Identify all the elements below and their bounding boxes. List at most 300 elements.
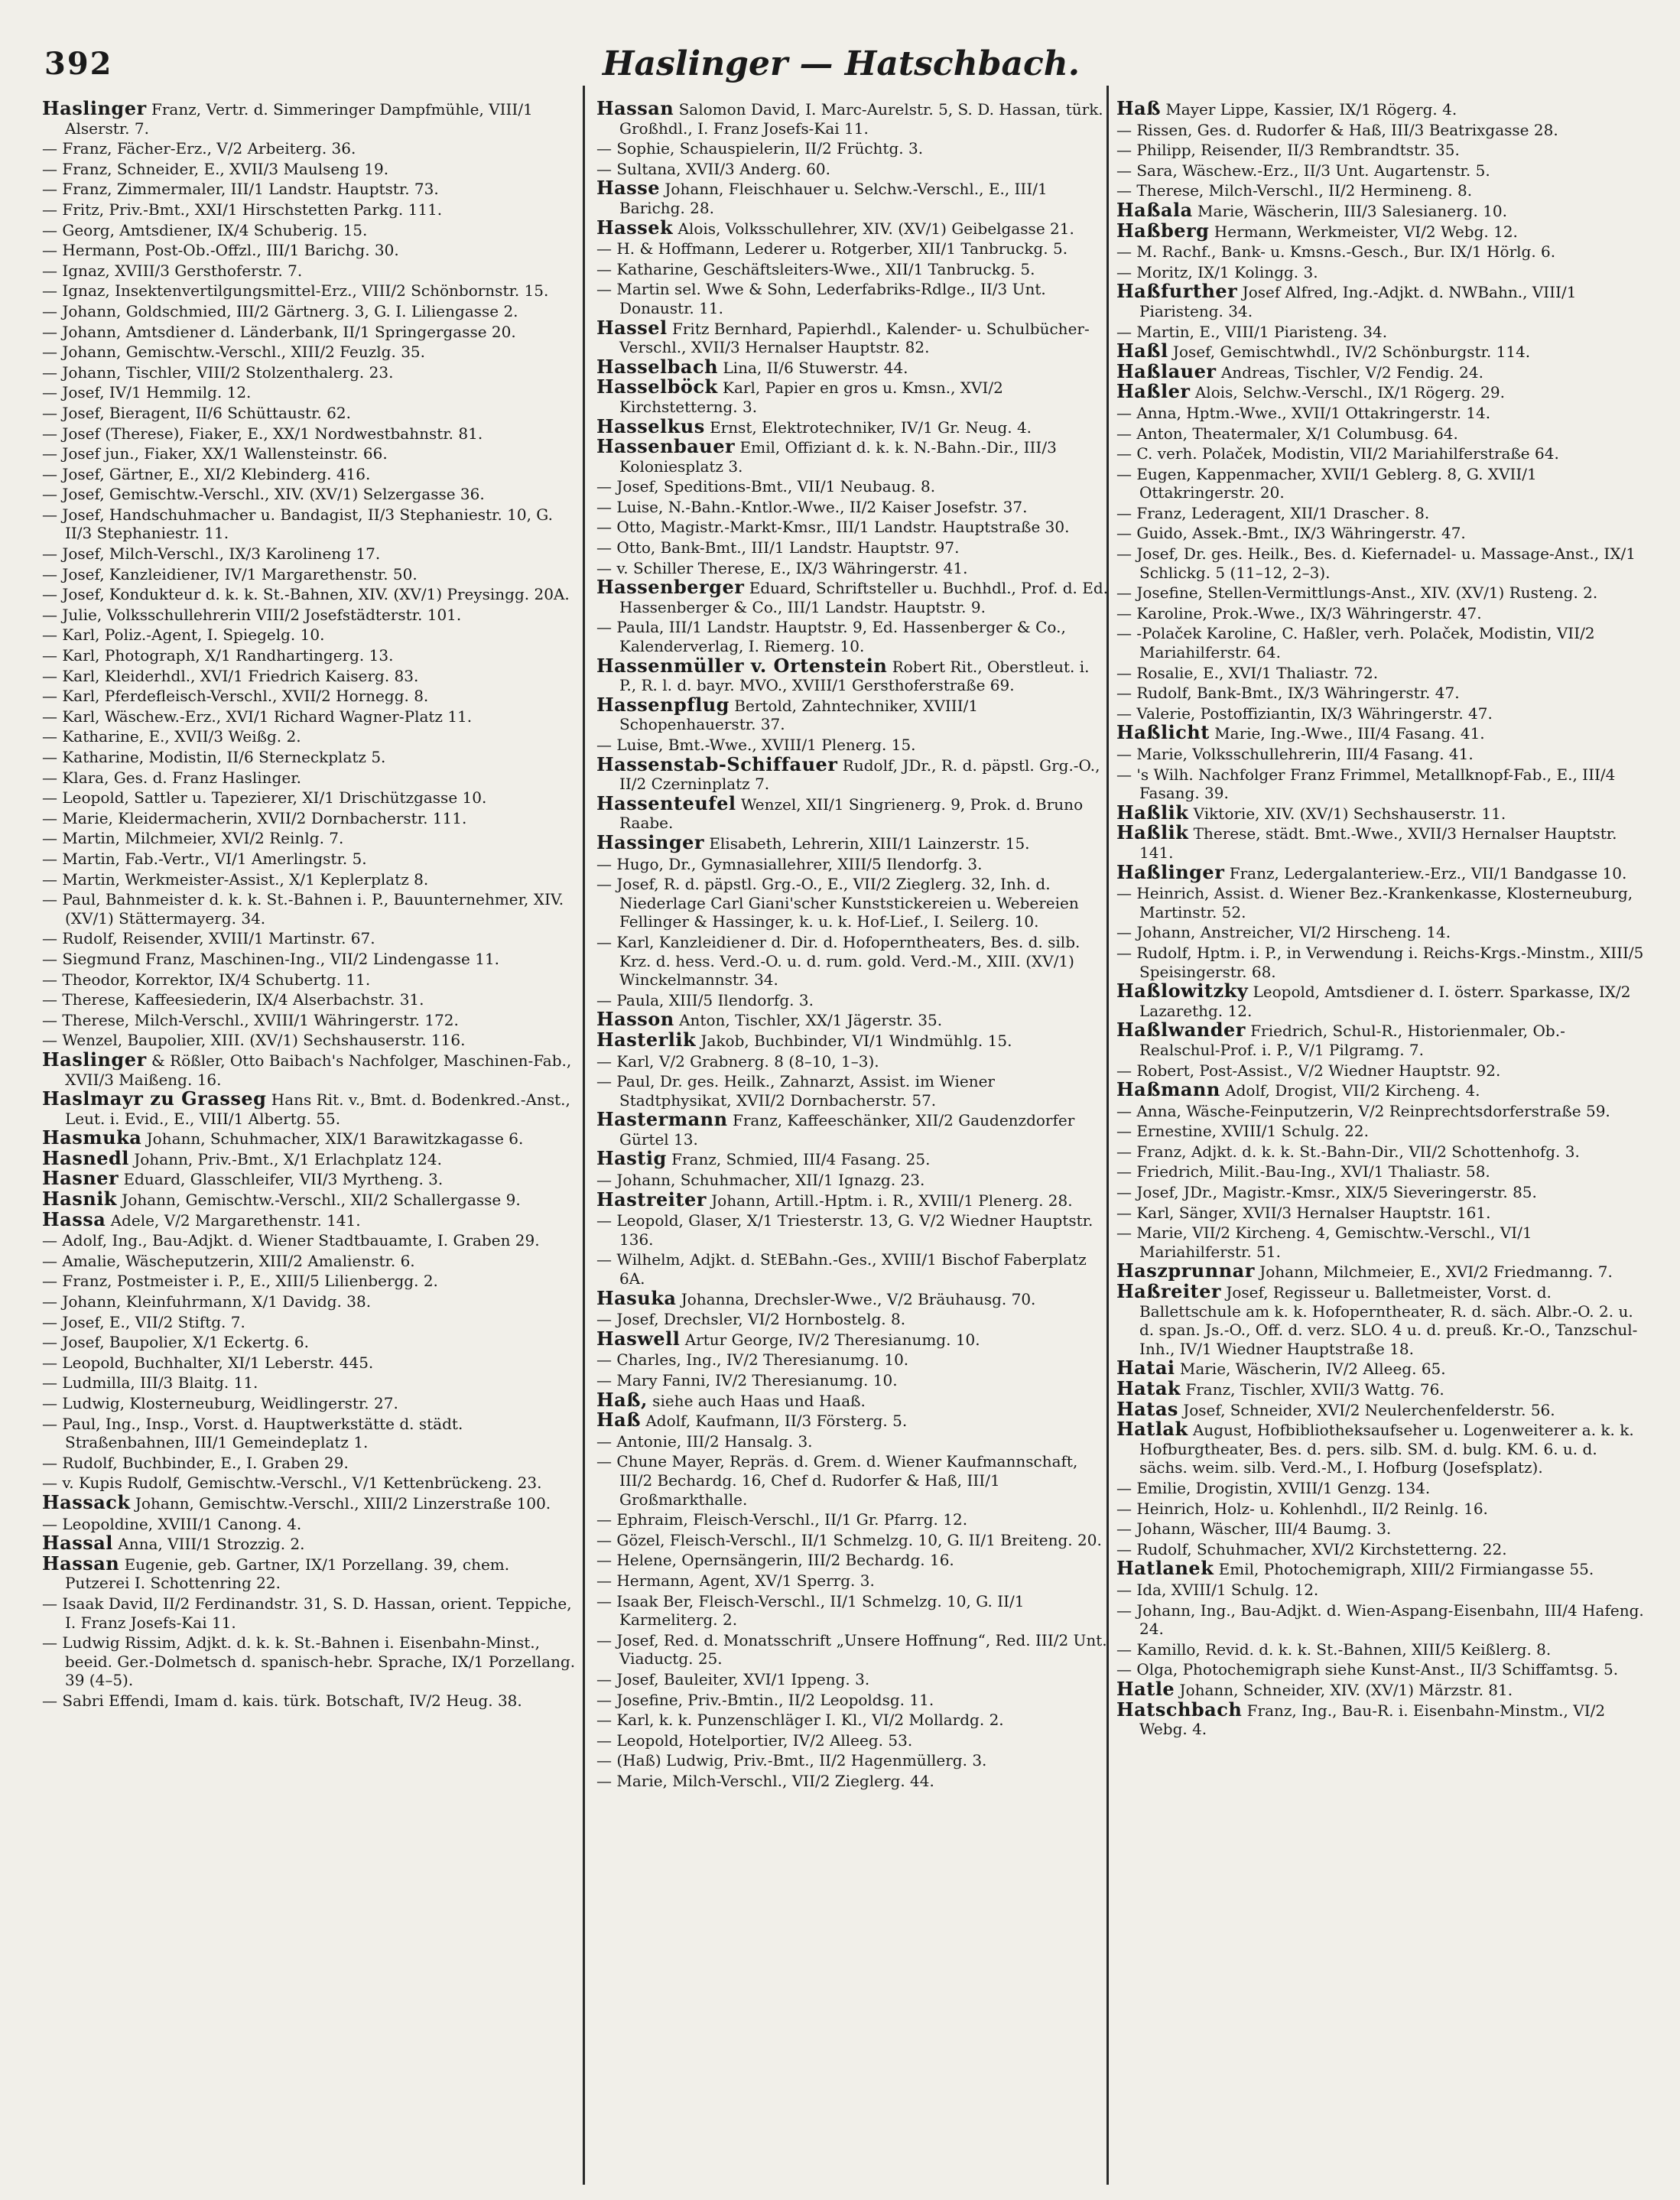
directory-entry: [1116, 1282, 1644, 1358]
entry-details: — Josef, Gärtner, E., XI/2 Klebinderg. 416.: [42, 464, 371, 483]
entry-details: — Robert, Post-Assist., V/2 Wiedner Hauptstr. 92.: [1116, 1061, 1501, 1080]
entry-details: — Klara, Ges. d. Franz Haslinger.: [42, 768, 301, 787]
directory-entry: [1116, 424, 1644, 444]
directory-entry: [596, 1550, 1109, 1570]
directory-entry: [1116, 821, 1644, 862]
entry-details: — Isaak David, II/2 Ferdinandstr. 31, S. D. Hassan, orient. Teppiche, I. Franz Josefs-Kai 11.: [42, 1594, 572, 1632]
column-2: [596, 99, 1109, 1791]
entry-details: — Isaak Ber, Fleisch-Verschl., II/1 Schmelzg. 10, G. II/1 Karmeliterg. 2.: [596, 1591, 1025, 1630]
entry-details: — Johann, Ing., Bau-Adjkt. d. Wien-Aspang-Eisenbahn, III/4 Hafeng. 24.: [1116, 1600, 1644, 1639]
directory-entry: [596, 1010, 1109, 1030]
directory-entry: [596, 617, 1109, 655]
entry-surname: Hasnedl: [42, 1146, 129, 1169]
directory-entry: [42, 564, 577, 584]
directory-entry: [1116, 1142, 1644, 1162]
directory-entry: [1116, 342, 1644, 362]
entry-details: — Helene, Opernsängerin, III/2 Bechardg. 16.: [596, 1551, 954, 1570]
directory-entry: [42, 970, 577, 990]
entry-details: — Josef, Kondukteur d. k. k. St.-Bahnen, XIV. (XV/1) Preysingg. 20A.: [42, 585, 570, 604]
entry-surname: Hassek: [596, 216, 674, 239]
directory-entry: [42, 1414, 577, 1452]
directory-entry: [596, 654, 1109, 695]
entry-details: — Josef, Drechsler, VI/2 Hornbostelg. 8.: [596, 1310, 906, 1329]
entry-surname: Haßler: [1116, 380, 1191, 403]
directory-entry: [42, 544, 577, 564]
directory-entry: [42, 220, 577, 240]
directory-entry: [596, 355, 1109, 378]
entry-details: — Franz, Zimmermaler, III/1 Landstr. Hauptstr. 73.: [42, 180, 439, 199]
entry-details: — Wenzel, Baupolier, XIII. (XV/1) Sechshauserstr. 116.: [42, 1031, 466, 1050]
directory-entry: [1116, 1519, 1644, 1539]
entry-details: — Karl, V/2 Grabnerg. 8 (8–10, 1–3).: [596, 1051, 879, 1071]
entry-details: Karl, Papier en gros u. Kmsn., XVI/2 Kirchstetterng. 3.: [619, 379, 1003, 416]
directory-entry: [596, 1051, 1109, 1071]
entry-details: — Anton, Theatermaler, X/1 Columbusg. 64.: [1116, 424, 1458, 443]
entry-details: — Olga, Photochemigraph siehe Kunst-Anst., II/3 Schiffamtsg. 5.: [1116, 1660, 1619, 1679]
entry-details: Franz, Ing., Bau-R. i. Eisenbahn-Minstm., VI/2 Webg. 4.: [1139, 1701, 1606, 1739]
entry-details: — Franz, Adjkt. d. k. k. St.-Bahn-Dir., VII/2 Schottenhofg. 3.: [1116, 1142, 1580, 1161]
directory-entry: [596, 138, 1109, 158]
directory-entry: [596, 179, 1109, 217]
directory-entry: [596, 578, 1109, 616]
running-head: Haslinger — Hatschbach.: [602, 44, 1080, 83]
entry-surname: Hassenpflug: [596, 693, 730, 716]
entry-details: — Anna, Hptm.-Wwe., XVII/1 Ottakringerstr. 14.: [1116, 403, 1491, 422]
directory-entry: [596, 1071, 1109, 1110]
entry-surname: Haslinger: [42, 97, 147, 119]
directory-entry: [596, 316, 1109, 357]
entry-surname: Hasuka: [596, 1286, 677, 1309]
entry-details: — Franz, Schneider, E., XVII/3 Maulseng 19.: [42, 159, 389, 178]
entry-details: — Josef, R. d. päpstl. Grg.-O., E., VII/2 Zieglerg. 32, Inh. d. Niederlage Carl Giani'scher Kunststickereien u. Webereien Fellinger & Hassinger, k. u. k. Hof-Lief., I. Seilerg. 10.: [596, 875, 1079, 931]
entry-surname: Hatak: [1116, 1377, 1181, 1399]
directory-entry: [1116, 1078, 1644, 1101]
directory-entry: [1116, 282, 1644, 320]
entry-details: — Amalie, Wäscheputzerin, XIII/2 Amalienstr. 6.: [42, 1251, 415, 1270]
entry-details: Franz, Tischler, XVII/3 Wattg. 76.: [1181, 1380, 1444, 1399]
entry-surname: Haßlinger: [1116, 860, 1225, 883]
directory-entry: [596, 854, 1109, 874]
directory-entry: [42, 240, 577, 260]
directory-entry: [42, 625, 577, 645]
entry-details: — Johann, Gemischtw.-Verschl., XIII/2 Feuzlg. 35.: [42, 343, 425, 362]
entry-surname: Hatlak: [1116, 1418, 1188, 1441]
entry-details: Josef Alfred, Ing.-Adjkt. d. NWBahn., VIII/1 Piaristeng. 34.: [1139, 283, 1577, 320]
directory-entry: [42, 382, 577, 402]
entry-details: — Georg, Amtsdiener, IX/4 Schuberig. 15.: [42, 220, 368, 239]
directory-entry: [42, 645, 577, 665]
entry-details: — Katharine, Geschäftsleiters-Wwe., XII/1 Tanbruckg. 5.: [596, 259, 1035, 278]
entry-surname: Hastermann: [596, 1108, 728, 1131]
entry-details: Rudolf, JDr., R. d. päpstl. Grg.-O., II/2 Czerninplatz 7.: [619, 756, 1100, 794]
directory-entry: [1116, 1101, 1644, 1121]
entry-details: Jakob, Buchbinder, VI/1 Windmühlg. 15.: [696, 1031, 1012, 1050]
directory-entry: [1116, 1420, 1644, 1477]
entry-details: — Karl, Kleiderhdl., XVI/1 Friedrich Kaiserg. 83.: [42, 666, 419, 685]
entry-details: — Karoline, Prok.-Wwe., IX/3 Währingerstr. 47.: [1116, 603, 1482, 622]
directory-entry: [42, 726, 577, 746]
entry-details: — -Polaček Karoline, C. Haßler, verh. Polaček, Modistin, VII/2 Mariahilferstr. 64.: [1116, 624, 1595, 662]
directory-entry: [42, 869, 577, 889]
entry-details: & Rößler, Otto Baibach's Nachfolger, Maschinen-Fab., XVII/3 Maißeng. 16.: [65, 1051, 572, 1089]
directory-entry: [42, 707, 577, 726]
entry-details: — Josef (Therese), Fiaker, E., XX/1 Nordwestbahnstr. 81.: [42, 424, 483, 443]
entry-details: Alois, Selchw.-Verschl., IX/1 Rögerg. 29.: [1190, 383, 1505, 402]
directory-entry: [1116, 1379, 1644, 1399]
entry-details: Franz, Schmied, III/4 Fasang. 25.: [666, 1150, 931, 1169]
entry-details: — Ludwig, Klosterneuburg, Weidlingerstr. 27.: [42, 1394, 398, 1412]
entry-surname: Haszprunnar: [1116, 1259, 1255, 1282]
directory-entry: [596, 1388, 1109, 1411]
entry-surname: Haß: [596, 1409, 641, 1431]
entry-details: — Martin sel. Wwe & Sohn, Lederfabriks-Rdlge., II/3 Unt. Donaustr. 11.: [596, 280, 1046, 317]
entry-details: — Wilhelm, Adjkt. d. StEBahn.-Ges., XVIII/1 Bischof Faberplatz 6A.: [596, 1250, 1087, 1288]
entry-details: Elisabeth, Lehrerin, XIII/1 Lainzerstr. 15.: [704, 834, 1030, 853]
directory-entry: [596, 1571, 1109, 1591]
entry-details: Ernst, Elektrotechniker, IV/1 Gr. Neug. 4.: [704, 418, 1032, 437]
directory-entry: [1116, 860, 1644, 883]
entry-details: Johann, Schuhmacher, XIX/1 Barawitzkagasse 6.: [141, 1129, 524, 1149]
directory-entry: [596, 1669, 1109, 1689]
directory-entry: [42, 301, 577, 321]
entry-details: — Ludmilla, III/3 Blaitg. 11.: [42, 1373, 258, 1392]
entry-details: — Karl, Sänger, XVII/3 Hernalser Hauptstr. 161.: [1116, 1203, 1491, 1222]
entry-details: Eduard, Schriftsteller u. Buchhdl., Prof. d. Ed. Hassenberger & Co., III/1 Landstr. Hauptstr. 9.: [619, 579, 1109, 616]
directory-entry: [1116, 198, 1644, 221]
entry-details: — Valerie, Postoffiziantin, IX/3 Währingerstr. 47.: [1116, 704, 1493, 723]
entry-details: — Josef, JDr., Magistr.-Kmsr., XIX/5 Sieveringerstr. 85.: [1116, 1183, 1537, 1202]
directory-entry: [42, 342, 577, 362]
directory-entry: [1116, 1223, 1644, 1261]
directory-entry: [596, 476, 1109, 496]
directory-entry: [596, 1771, 1109, 1791]
entry-details: Adele, V/2 Margarethenstr. 141.: [106, 1210, 361, 1230]
directory-entry: [596, 1350, 1109, 1370]
directory-entry: [596, 1028, 1109, 1051]
entry-details: — Paul, Bahnmeister d. k. k. St.-Bahnen i. P., Bauunternehmer, XIV. (XV/1) Stättermayerg. 34.: [42, 890, 564, 928]
entry-details: — Josef, Milch-Verschl., IX/3 Karolineng 17.: [42, 544, 381, 564]
entry-surname: Hastreiter: [596, 1188, 707, 1210]
entry-details: — Gözel, Fleisch-Verschl., II/1 Schmelzg. 10, G. II/1 Breiteng. 20.: [596, 1530, 1102, 1549]
entry-details: — C. verh. Polaček, Modistin, VII/2 Mariahilferstraße 64.: [1116, 444, 1559, 463]
directory-entry: [42, 1030, 577, 1050]
entry-details: — Josef, Dr. ges. Heilk., Bes. d. Kiefernadel- u. Massage-Anst., IX/1 Schlickg. 5 (11–12, 2–3).: [1116, 544, 1636, 582]
directory-entry: [42, 686, 577, 706]
entry-details: — Philipp, Reisender, II/3 Rembrandtstr. 35.: [1116, 141, 1460, 160]
directory-entry: [42, 159, 577, 179]
directory-entry: [1116, 1499, 1644, 1519]
directory-entry: [1116, 140, 1644, 160]
entry-details: Eugenie, geb. Gartner, IX/1 Porzellang. 39, chem. Putzerei I. Schottenring 22.: [65, 1555, 510, 1593]
entry-details: — Johann, Anstreicher, VI/2 Hirscheng. 14.: [1116, 923, 1451, 942]
entry-surname: Haßl: [1116, 340, 1168, 362]
directory-entry: [42, 1453, 577, 1473]
directory-entry: [1116, 382, 1644, 402]
entry-details: — Josef, E., VII/2 Stiftg. 7.: [42, 1312, 245, 1331]
directory-entry: [1116, 464, 1644, 502]
directory-entry: [596, 497, 1109, 517]
directory-entry: [42, 281, 577, 301]
directory-entry: [596, 1286, 1109, 1309]
directory-entry: [1116, 704, 1644, 723]
directory-entry: [1116, 583, 1644, 603]
entry-details: — Josef, Handschuhmacher u. Bandagist, II/3 Stephaniestr. 10, G. II/3 Stephaniestr. 11.: [42, 505, 553, 543]
directory-entry: [42, 1251, 577, 1271]
entry-details: — Heinrich, Assist. d. Wiener Bez.-Krankenkasse, Klosterneuburg, Martinstr. 52.: [1116, 884, 1633, 921]
directory-entry: [596, 1591, 1109, 1630]
entry-details: Emil, Photochemigraph, XIII/2 Firmiangasse 55.: [1214, 1560, 1594, 1579]
directory-entry: [1116, 262, 1644, 282]
entry-details: — Rudolf, Schuhmacher, XVI/2 Kirchstetterng. 22.: [1116, 1539, 1507, 1558]
directory-entry: [42, 768, 577, 788]
directory-entry: [42, 261, 577, 281]
entry-surname: Haslmayr zu Grasseg: [42, 1087, 267, 1110]
entry-details: — Paula, XIII/5 Ilendorfg. 3.: [596, 990, 814, 1009]
directory-entry: [596, 259, 1109, 279]
directory-entry: [596, 1370, 1109, 1390]
entry-surname: Haßala: [1116, 198, 1193, 221]
directory-entry: [1116, 1359, 1644, 1379]
entry-surname: Hassenberger: [596, 576, 745, 599]
entry-details: — Rudolf, Bank-Bmt., IX/3 Währingerstr. 47.: [1116, 684, 1460, 703]
directory-entry: [1116, 663, 1644, 683]
entry-surname: Haßlik: [1116, 801, 1189, 824]
entry-details: — Martin, E., VIII/1 Piaristeng. 34.: [1116, 322, 1388, 341]
entry-surname: Hassan: [42, 1552, 120, 1574]
directory-entry: [596, 791, 1109, 833]
entry-details: — Sabri Effendi, Imam d. kais. türk. Botschaft, IV/2 Heug. 38.: [42, 1691, 522, 1710]
directory-entry: [42, 1169, 577, 1189]
directory-entry: [42, 1292, 577, 1311]
entry-details: — Johann, Wäscher, III/4 Baumg. 3.: [1116, 1519, 1392, 1539]
entry-details: — Hugo, Dr., Gymnasiallehrer, XIII/5 Ilendorfg. 3.: [596, 854, 983, 873]
directory-entry: [596, 279, 1109, 317]
directory-entry: [42, 928, 577, 948]
entry-surname: Hassack: [42, 1490, 131, 1513]
entry-details: — Marie, Volksschullehrerin, III/4 Fasang. 41.: [1116, 745, 1474, 763]
directory-entry: [596, 159, 1109, 179]
directory-entry: [42, 1010, 577, 1030]
entry-details: Johann, Gemischtw.-Verschl., XIII/2 Linzerstraße 100.: [130, 1493, 551, 1513]
entry-details: — Ignaz, Insektenvertilgungsmittel-Erz., VIII/2 Schönbornstr. 15.: [42, 281, 549, 301]
entry-details: — Rosalie, E., XVI/1 Thaliastr. 72.: [1116, 663, 1379, 682]
entry-surname: Hasterlik: [596, 1028, 697, 1051]
directory-entry: [1116, 1397, 1644, 1420]
directory-entry: [1116, 503, 1644, 523]
entry-details: — Otto, Bank-Bmt., III/1 Landstr. Hauptstr. 97.: [596, 538, 960, 557]
entry-surname: Hassenmüller v. Ortenstein: [596, 654, 888, 677]
directory-entry: [596, 1690, 1109, 1710]
entry-details: — Fritz, Priv.-Bmt., XXI/1 Hirschstetten Parkg. 111.: [42, 200, 443, 219]
directory-entry: [596, 1149, 1109, 1169]
entry-details: Bertold, Zahntechniker, XVIII/1 Schopenhauerstr. 37.: [619, 696, 979, 734]
entry-details: Emil, Offiziant d. k. k. N.-Bahn.-Dir., III/3 Koloniesplatz 3.: [619, 438, 1057, 476]
directory-entry: [596, 1710, 1109, 1730]
entry-details: Andreas, Tischler, V/2 Fendig. 24.: [1216, 362, 1483, 382]
entry-details: Josef, Regisseur u. Balletmeister, Vorst. d. Ballettschule am k. k. Hofoperntheater, R. d. säch. Albr.-O. 2. u. d. span. Js.-O., Off. d. verz. SLO. 4 u. d. preuß. Kr.-O., Tanzschul-Inh., IV/1 Wiedner Hauptstraße 18.: [1139, 1283, 1638, 1358]
entry-details: Marie, Wäscherin, III/3 Salesianerg. 10.: [1192, 201, 1507, 220]
entry-details: — Ida, XVIII/1 Schulg. 12.: [1116, 1580, 1319, 1599]
directory-entry: [42, 1190, 577, 1210]
entry-details: Josef, Gemischtwhdl., IV/2 Schönburgstr. 114.: [1168, 343, 1531, 362]
column-divider-1: [583, 86, 585, 2185]
directory-entry: [42, 666, 577, 686]
entry-details: — Karl, Pferdefleisch-Verschl., XVII/2 Hornegg. 8.: [42, 687, 429, 706]
entry-details: Viktorie, XIV. (XV/1) Sechshauserstr. 11.: [1188, 804, 1506, 823]
entry-details: — Josef, Gemischtw.-Verschl., XIV. (XV/1) Selzergasse 36.: [42, 485, 485, 504]
directory-entry: [596, 1411, 1109, 1431]
entry-details: — Leopold, Hotelportier, IV/2 Alleeg. 53.: [596, 1730, 913, 1750]
directory-entry: [1116, 943, 1644, 981]
entry-details: — Paula, III/1 Landstr. Hauptstr. 9, Ed. Hassenberger & Co., Kalenderverlag, I. Riemerg. 10.: [596, 618, 1066, 656]
entry-details: — Johann, Tischler, VIII/2 Stolzenthalerg. 23.: [42, 362, 394, 382]
directory-entry: [1116, 180, 1644, 200]
directory-entry: [1116, 322, 1644, 342]
directory-entry: [1116, 219, 1644, 242]
entry-surname: Hassenbauer: [596, 435, 736, 458]
entry-details: — Rudolf, Buchbinder, E., I. Graben 29.: [42, 1453, 349, 1472]
directory-entry: [42, 1271, 577, 1291]
directory-entry: [42, 138, 577, 158]
entry-details: — Johann, Goldschmied, III/2 Gärtnerg. 3, G. I. Liliengasse 2.: [42, 301, 518, 320]
entry-details: — Leopold, Sattler u. Tapezierer, XI/1 Drischützgasse 10.: [42, 788, 487, 808]
entry-details: Wenzel, XII/1 Singrienerg. 9, Prok. d. Bruno Raabe.: [619, 795, 1084, 833]
entry-details: — Otto, Magistr.-Markt-Kmsr., III/1 Landstr. Hauptstraße 30.: [596, 518, 1070, 537]
entry-surname: Hatai: [1116, 1357, 1175, 1379]
directory-entry: [42, 1490, 577, 1513]
entry-details: — Emilie, Drogistin, XVIII/1 Genzg. 134.: [1116, 1478, 1431, 1497]
directory-entry: [596, 1170, 1109, 1190]
entry-details: — Therese, Milch-Verschl., II/2 Hermineng. 8.: [1116, 181, 1473, 200]
entry-details: — Karl, Photograph, X/1 Randhartingerg. 13.: [42, 646, 394, 665]
directory-entry: [42, 990, 577, 1009]
directory-entry: [42, 322, 577, 342]
entry-details: — Katharine, E., XVII/3 Weißg. 2.: [42, 727, 301, 746]
directory-entry: [1116, 403, 1644, 423]
directory-entry: [42, 1312, 577, 1332]
entry-details: — Heinrich, Holz- u. Kohlenhdl., II/2 Reinlg. 16.: [1116, 1499, 1488, 1518]
directory-entry: [42, 849, 577, 869]
directory-entry: [596, 874, 1109, 931]
directory-entry: [1116, 1478, 1644, 1498]
entry-surname: Hastig: [596, 1147, 667, 1170]
directory-entry: [42, 484, 577, 504]
entry-details: — Charles, Ing., IV/2 Theresianumg. 10.: [596, 1350, 909, 1370]
directory-entry: [596, 1188, 1109, 1210]
entry-surname: Haßlauer: [1116, 359, 1217, 382]
directory-entry: [1116, 242, 1644, 262]
directory-entry: [596, 1530, 1109, 1550]
entry-details: Hans Rit. v., Bmt. d. Bodenkred.-Anst., Leut. i. Evid., E., VIII/1 Albertg. 55.: [65, 1090, 570, 1128]
directory-entry: [42, 828, 577, 848]
entry-details: — Josef, Red. d. Monatsschrift „Unsere Hoffnung“, Red. III/2 Unt. Viaductg. 25.: [596, 1630, 1107, 1669]
directory-entry: [596, 1750, 1109, 1770]
entry-surname: Hasmuka: [42, 1126, 142, 1149]
directory-entry: [1116, 801, 1644, 824]
directory-entry: [42, 99, 577, 138]
entry-details: — Karl, Kanzleidiener d. Dir. d. Hofoperntheaters, Bes. d. silb. Krz. d. hess. Verd.-O. u. d. rum. gold. Verd.-M., XIII. (XV/1) Winckelmannstr. 34.: [596, 932, 1080, 990]
directory-entry: [596, 693, 1109, 734]
entry-details: — Sultana, XVII/3 Anderg. 60.: [596, 159, 830, 178]
directory-entry: [596, 1730, 1109, 1750]
directory-entry: [42, 1552, 577, 1593]
entry-details: — Eugen, Kappenmacher, XVII/1 Geblerg. 8, G. XVII/1 Ottakringerstr. 20.: [1116, 464, 1537, 502]
entry-surname: Haßlik: [1116, 821, 1189, 844]
entry-details: — Josefine, Stellen-Vermittlungs-Anst., XIV. (XV/1) Rusteng. 2.: [1116, 583, 1598, 603]
directory-entry: [42, 1373, 577, 1392]
directory-entry: [42, 1473, 577, 1493]
entry-details: Alois, Volksschullehrer, XIV. (XV/1) Geibelgasse 21.: [673, 219, 1074, 238]
entry-details: — Sophie, Schauspielerin, II/2 Früchtg. 3.: [596, 139, 924, 158]
entry-details: — Rudolf, Hptm. i. P., in Verwendung i. Reichs-Krgs.-Minstm., XIII/5 Speisingerstr. 68.: [1116, 943, 1644, 981]
directory-entry: [596, 558, 1109, 578]
entry-details: Hermann, Werkmeister, VI/2 Webg. 12.: [1209, 222, 1518, 241]
entry-details: — Marie, VII/2 Kircheng. 4, Gemischtw.-Verschl., VI/1 Mariahilferstr. 51.: [1116, 1223, 1532, 1261]
entry-details: Lina, II/6 Stuwerstr. 44.: [718, 358, 908, 377]
entry-surname: Hasner: [42, 1167, 119, 1190]
entry-details: Adolf, Drogist, VII/2 Kircheng. 4.: [1220, 1081, 1480, 1100]
entry-surname: Hatlanek: [1116, 1557, 1214, 1580]
entry-surname: Hasselböck: [596, 375, 718, 398]
column-3: [1116, 99, 1644, 1740]
entry-details: Anna, VIII/1 Strozzig. 2.: [112, 1535, 305, 1554]
directory-entry: [1116, 922, 1644, 942]
entry-details: — Johann, Kleinfuhrmann, X/1 Davidg. 38.: [42, 1292, 372, 1311]
entry-details: — Luise, N.-Bahn.-Kntlor.-Wwe., II/2 Kaiser Josefstr. 37.: [596, 497, 1028, 516]
directory-entry: [1116, 765, 1644, 803]
entry-details: — Therese, Milch-Verschl., XVIII/1 Währingerstr. 172.: [42, 1010, 459, 1029]
directory-entry: [596, 414, 1109, 437]
entry-surname: Hatle: [1116, 1677, 1175, 1700]
directory-entry: [1116, 1677, 1644, 1700]
entry-details: — Siegmund Franz, Maschinen-Ing., VII/2 Lindengasse 11.: [42, 949, 500, 968]
directory-entry: [1116, 1659, 1644, 1679]
directory-entry: [1116, 1539, 1644, 1559]
directory-entry: [42, 1087, 577, 1128]
entry-details: — M. Rachf., Bank- u. Kmsns.-Gesch., Bur. IX/1 Hörlg. 6.: [1116, 242, 1556, 262]
entry-details: Franz, Ledergalanteriew.-Erz., VII/1 Bandgasse 10.: [1224, 863, 1627, 882]
directory-entry: [42, 949, 577, 969]
entry-surname: Hasselkus: [596, 414, 705, 437]
directory-entry: [596, 830, 1109, 853]
directory-entry: [596, 1509, 1109, 1529]
entry-details: Adolf, Kaufmann, II/3 Försterg. 5.: [640, 1412, 908, 1431]
entry-details: — Marie, Kleidermacherin, XVII/2 Dornbacherstr. 111.: [42, 808, 467, 827]
directory-entry: [42, 1332, 577, 1352]
entry-details: — Friedrich, Milit.-Bau-Ing., XVI/1 Thaliastr. 58.: [1116, 1162, 1490, 1181]
directory-entry: [42, 362, 577, 382]
entry-details: — Leopoldine, XVIII/1 Canong. 4.: [42, 1514, 302, 1533]
entry-surname: Hasselbach: [596, 355, 719, 378]
directory-entry: [1116, 1021, 1644, 1059]
directory-entry: [1116, 623, 1644, 661]
entry-details: — Rissen, Ges. d. Rudorfer & Haß, III/3 Beatrixgasse 28.: [1116, 120, 1558, 139]
entry-details: — Theodor, Korrektor, IX/4 Schubertg. 11.: [42, 970, 371, 989]
directory-entry: [1116, 544, 1644, 582]
directory-entry: [42, 1207, 577, 1230]
directory-entry: [42, 605, 577, 625]
directory-entry: [42, 1393, 577, 1413]
entry-surname: Hassinger: [596, 830, 705, 853]
directory-entry: [42, 788, 577, 808]
entry-details: — Franz, Lederagent, XII/1 Draschег. 8.: [1116, 503, 1430, 522]
directory-entry: [1116, 444, 1644, 463]
entry-surname: Haßreiter: [1116, 1280, 1221, 1303]
directory-entry: [42, 424, 577, 444]
entry-details: — Anna, Wäsche-Feinputzerin, V/2 Reinprechtsdorferstraße 59.: [1116, 1101, 1610, 1120]
entry-details: Johann, Schneider, XIV. (XV/1) Märzstr. 81.: [1175, 1680, 1513, 1699]
entry-details: — Ephraim, Fleisch-Verschl., II/1 Gr. Pfarrg. 12.: [596, 1510, 968, 1529]
